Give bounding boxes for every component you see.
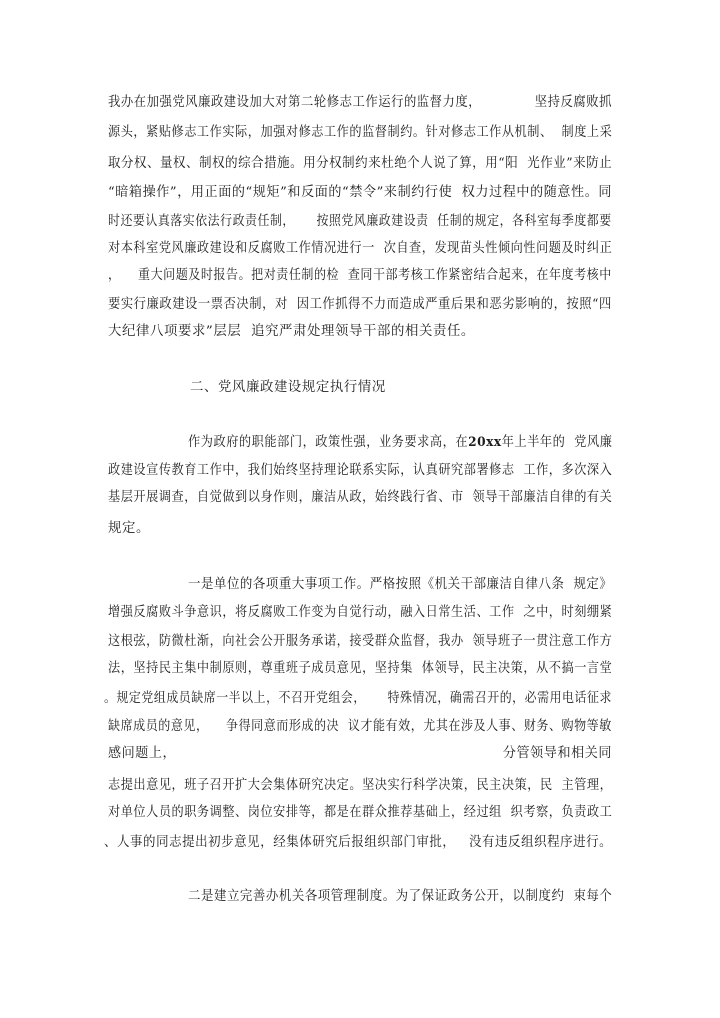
text-line: 我办在加强党风廉政建设加大对第二轮修志工作运行的监督力度， 坚持反腐败抓 xyxy=(108,95,612,110)
text-line: 这根弦，防微杜渐，向社会公开服务承诺，接受群众监督，我办 领导班子一贯注意工作方 xyxy=(108,634,613,649)
text-line: 二是建立完善办机关各项管理制度。为了保证政务公开，以制度约 束每个 xyxy=(188,889,613,904)
section-heading: 二、党风廉政建设规定执行情况 xyxy=(190,380,386,395)
text-line: 、人事的同志提出初步意见，经集体研究后报组织部门审批， 没有违反组织程序进行。 xyxy=(104,835,613,850)
text-line: ， 重大问题及时报告。把对责任制的检 查同干部考核工作紧密结合起来，在年度考核中 xyxy=(108,268,612,283)
text-line xyxy=(188,433,612,452)
text-segment: 作为政府的职能部门，政策性强，业务要求高，在 xyxy=(188,435,469,450)
text-line: 缺席成员的意见， 争得同意而形成的决 议才能有效，尤其在涉及人事、财务、购物等敏 xyxy=(108,719,612,734)
text-line: 增强反腐败斗争意识，将反腐败工作变为自觉行动，融入日常生活、工作 之中，时刻绷紧 xyxy=(108,605,613,620)
text-line: 。规定党组成员缺席一半以上，不召开党组会， 特殊情况，确需召开的，必需用电话征求 xyxy=(104,691,612,706)
text-line: 时还要认真落实依法行政责任制， 按照党风廉政建设责 任制的规定，各科室每季度都要 xyxy=(108,214,612,229)
text-line: 大纪律八项要求”层层 追究严肃处理领导干部的相关责任。 xyxy=(108,324,475,339)
text-segment: 年上半年的 党风廉 xyxy=(501,435,613,450)
text-line: 一是单位的各项重大事项工作。严格按照《机关干部廉洁自律八条 规定》 xyxy=(188,577,613,592)
text-line: 源头，紧贴修志工作实际，加强对修志工作的监督制约。针对修志工作从机制、 制度上采 xyxy=(108,125,613,140)
text-line: 取分权、量权、制权的综合措施。用分权制约来杜绝个人说了算，用“阳 光作业”来防止 xyxy=(108,156,613,171)
text-line: “暗箱操作”，用正面的“规矩”和反面的“禁令”来制约行使 权力过程中的随意性。同 xyxy=(108,185,613,200)
text-line: 要实行廉政建设一票否决制，对 因工作抓得不力而造成严重后果和恶劣影响的，按照“四 xyxy=(108,297,612,312)
text-line: 规定。 xyxy=(108,521,150,536)
text-line: 对本科室党风廉政建设和反腐败工作情况进行一 次自查，发现苗头性倾向性问题及时纠正 xyxy=(108,241,613,256)
text-line: 对单位人员的职务调整、岗位安排等，都是在群众推荐基础上，经过组 织考察，负责政工 xyxy=(108,805,613,820)
text-line: 感问题上， 分管领导和相关同 xyxy=(108,746,613,761)
text-line: 基层开展调查，自觉做到以身作则，廉洁从政，始终践行省、市 领导干部廉洁自律的有关 xyxy=(108,490,613,505)
text-line: 志提出意见，班子召开扩大会集体研究决定。坚决实行科学决策，民主决策，民 主管理， xyxy=(108,778,613,793)
year-text: 20xx xyxy=(468,434,502,450)
text-line: 政建设宣传教育工作中，我们始终坚持理论联系实际，认真研究部署修志 工作，多次深入 xyxy=(108,463,613,478)
text-line: 法，坚持民主集中制原则，尊重班子成员意见，坚持集 体领导，民主决策，从不搞一言堂 xyxy=(108,661,613,676)
